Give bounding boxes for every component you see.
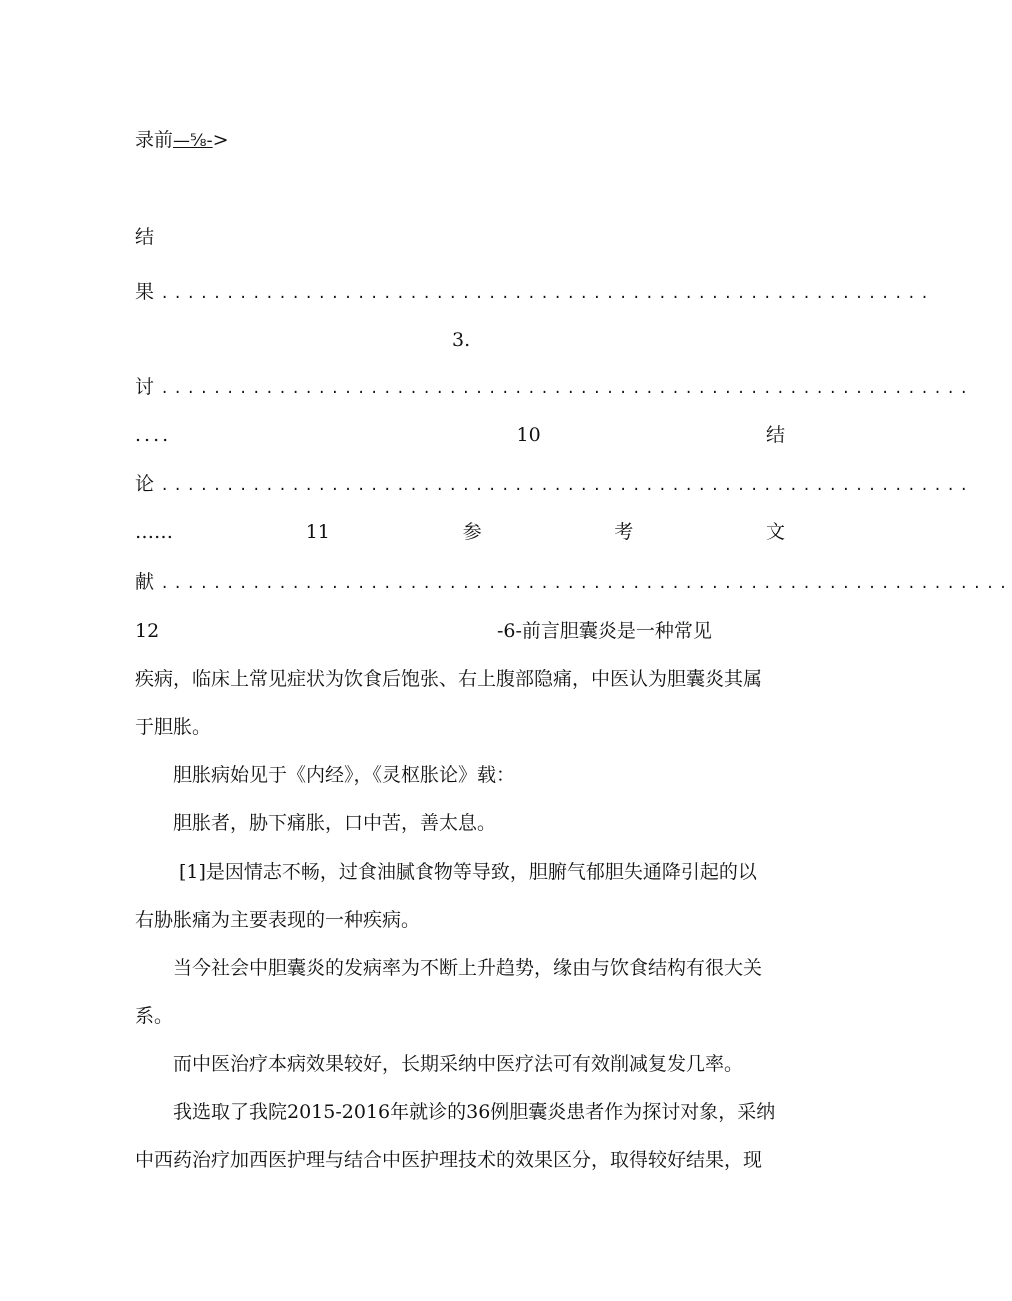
toc-page-12: 12 [135, 620, 160, 642]
toc-entry-conclusion [135, 472, 973, 499]
body-line-6: 右胁胀痛为主要表现的一种疾病。 [135, 909, 421, 931]
leader-dots: .............................................................. [160, 381, 973, 398]
toc-row-11 [135, 520, 785, 544]
body-line-10: 我选取了我院2015-2016年就诊的36例胆囊炎患者作为探讨对象，采纳 [173, 1101, 776, 1123]
toc-entry-references-label: 献 [135, 571, 155, 593]
toc-char-wen: 文 [765, 521, 785, 543]
toc-char-can: 参 [462, 521, 482, 543]
body-line-2: 于胆胀。 [135, 716, 212, 738]
toc-entry-discussion [135, 375, 973, 402]
leader-dots: ................................................................. [160, 576, 1012, 593]
toc-entry-results [135, 280, 934, 307]
body-line-5: [1]是因情志不畅，过食油腻食物等导致，胆腑气郁胆失通降引起的以 [179, 861, 757, 883]
leader-dots: ........................................................... [160, 286, 934, 303]
toc-char-jie-2: 结 [765, 424, 785, 446]
preface-start: -6-前言胆囊炎是一种常见 [497, 620, 712, 642]
toc-row-11-bullets: …… [135, 521, 173, 543]
toc-page-10: 10 [516, 424, 541, 446]
body-line-3: 胆胀病始见于《内经》，《灵枢胀论》载： [173, 764, 516, 786]
toc-heading-fragment: —⅝- [173, 131, 213, 151]
toc-char-jie: 结 [135, 226, 155, 248]
toc-heading [135, 128, 229, 153]
body-line-7: 当今社会中胆囊炎的发病率为不断上升趋势，缘由与饮食结构有很大关 [173, 957, 763, 979]
toc-entry-references [135, 570, 1012, 597]
toc-entry-results-label: 果 [135, 281, 155, 303]
body-line-1: 疾病，临床上常见症状为饮食后饱张、右上腹部隐痛，中医认为胆囊炎其属 [135, 668, 763, 690]
toc-heading-prefix: 录前 [135, 129, 174, 151]
body-line-11: 中西药治疗加西医护理与结合中医护理技术的效果区分，取得较好结果，现 [135, 1149, 763, 1171]
toc-row-10 [135, 423, 785, 447]
body-line-4: 胆胀者，胁下痛胀，口中苦，善太息。 [173, 812, 497, 834]
toc-page-3: 3. [452, 329, 471, 351]
leader-dots: .............................................................. [160, 478, 973, 495]
body-line-8: 系。 [135, 1005, 174, 1027]
toc-row-10-dots: .... [135, 424, 172, 446]
toc-heading-suffix: > [212, 129, 229, 151]
toc-page-11: 11 [305, 521, 330, 543]
toc-char-kao: 考 [614, 521, 634, 543]
toc-entry-conclusion-label: 论 [135, 473, 155, 495]
toc-entry-discussion-label: 讨 [135, 376, 155, 398]
body-line-9: 而中医治疗本病效果较好，长期采纳中医疗法可有效削减复发几率。 [173, 1053, 744, 1075]
